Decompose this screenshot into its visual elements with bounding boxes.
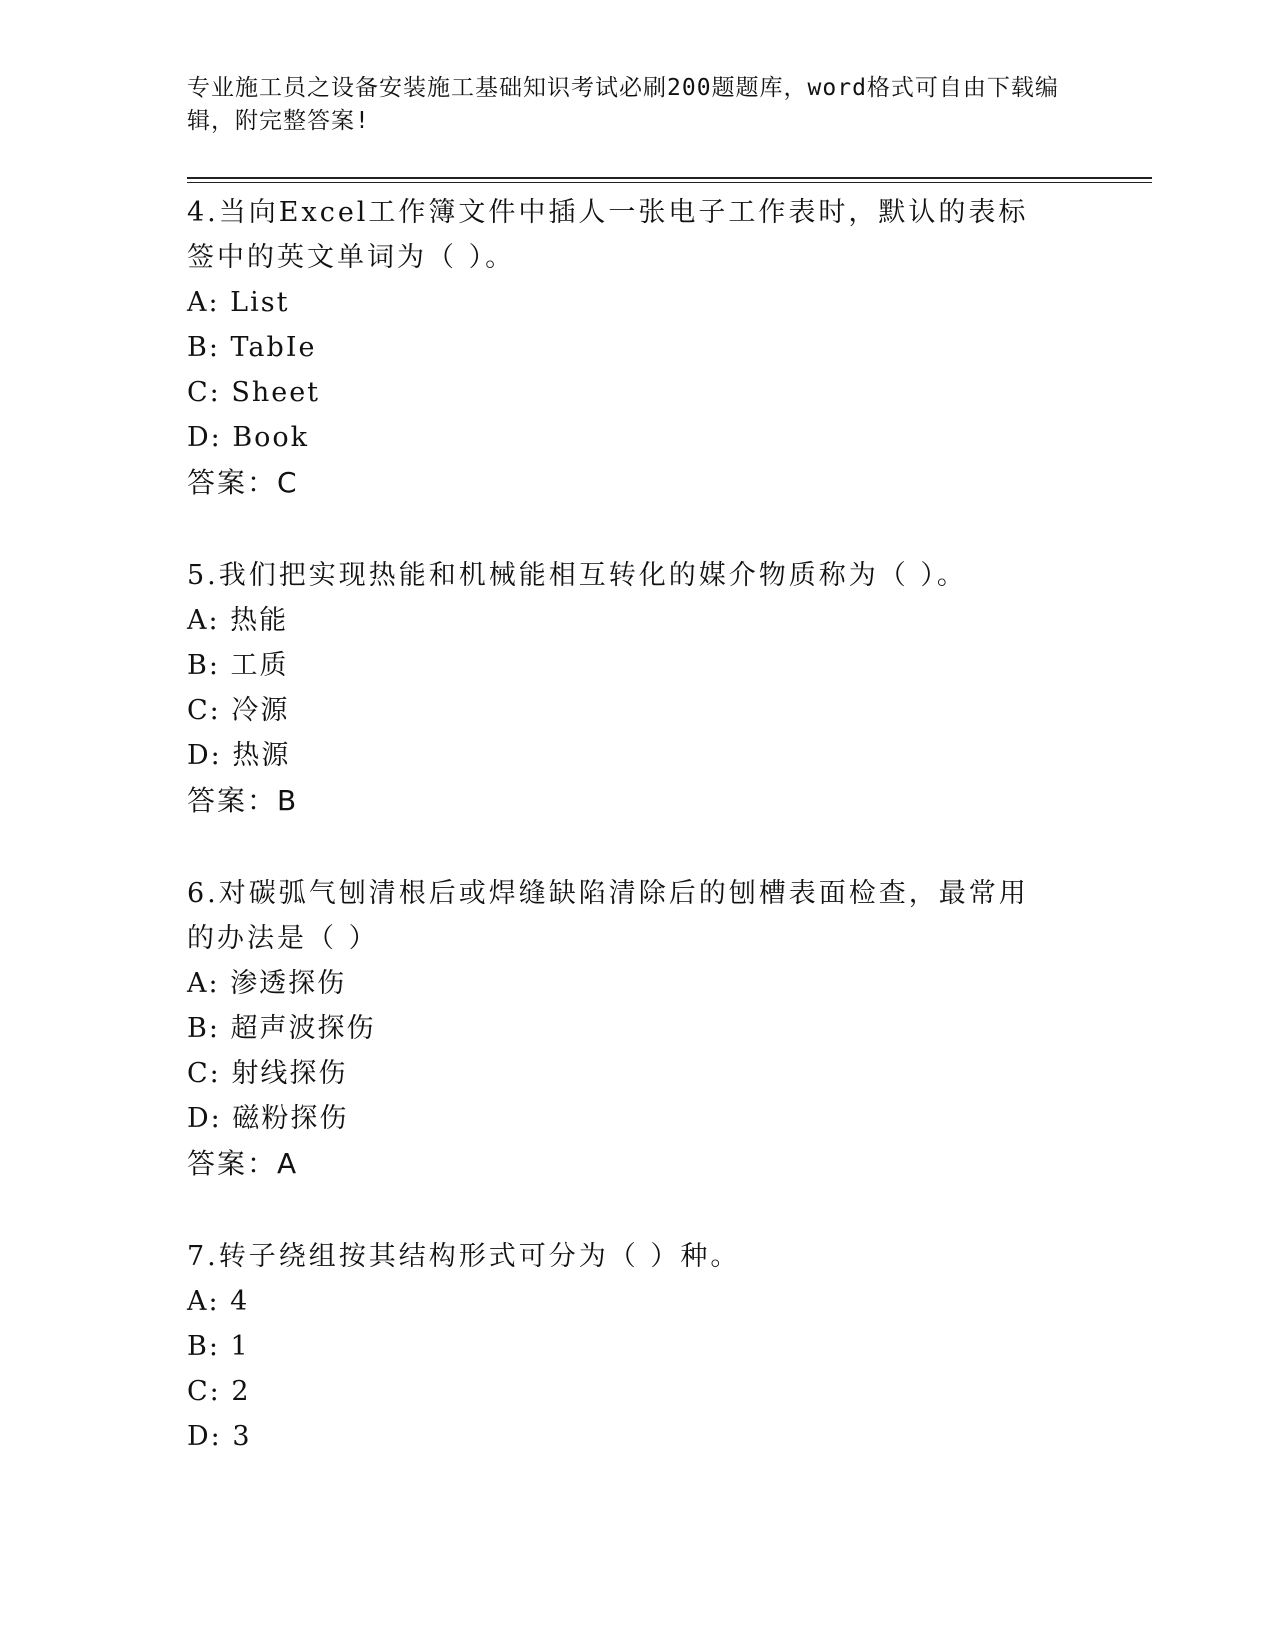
option-c: C: 冷源 xyxy=(187,695,290,726)
option-b: B: 超声波探伤 xyxy=(187,1013,376,1044)
question-item-7 xyxy=(187,1234,1087,1459)
option-a: A: 热能 xyxy=(187,605,289,636)
question-stem: 4.当向Excel工作簿文件中插人一张电子工作表时，默认的表标签中的英文单词为（ ）。 xyxy=(187,197,1029,273)
answer-line: 答案：B xyxy=(187,784,299,817)
question-item-6 xyxy=(187,871,1087,1186)
option-d: D: 热源 xyxy=(187,740,291,771)
option-c: C: 2 xyxy=(187,1376,251,1407)
question-list xyxy=(187,190,1087,1507)
answer-line: 答案：C xyxy=(187,466,299,499)
question-stem: 6.对碳弧气刨清根后或焊缝缺陷清除后的刨槽表面检查，最常用的办法是（ ） xyxy=(187,878,1029,954)
option-c: C: 射线探伤 xyxy=(187,1058,348,1089)
document-intro: 专业施工员之设备安装施工基础知识考试必刷200题题库，word格式可自由下载编辑，附完整答案! xyxy=(187,75,1059,134)
answer-line: 答案：A xyxy=(187,1147,299,1180)
header-divider-thick xyxy=(187,177,1152,179)
question-stem: 5.我们把实现热能和机械能相互转化的媒介物质称为（ ）。 xyxy=(187,560,967,591)
question-stem: 7.转子绕组按其结构形式可分为（ ）种。 xyxy=(187,1241,741,1272)
option-d: D: 磁粉探伤 xyxy=(187,1103,349,1134)
option-b: B: 1 xyxy=(187,1331,250,1362)
option-d: D: Book xyxy=(187,422,310,453)
question-item-4 xyxy=(187,190,1087,505)
option-a: A: List xyxy=(187,287,290,318)
option-b: B: TabIe xyxy=(187,332,317,363)
header-divider-thin xyxy=(187,182,1152,183)
option-c: C: Sheet xyxy=(187,377,321,408)
option-a: A: 渗透探伤 xyxy=(187,968,347,999)
option-b: B: 工质 xyxy=(187,650,289,681)
question-item-5 xyxy=(187,553,1087,823)
option-d: D: 3 xyxy=(187,1421,252,1452)
option-a: A: 4 xyxy=(187,1286,250,1317)
